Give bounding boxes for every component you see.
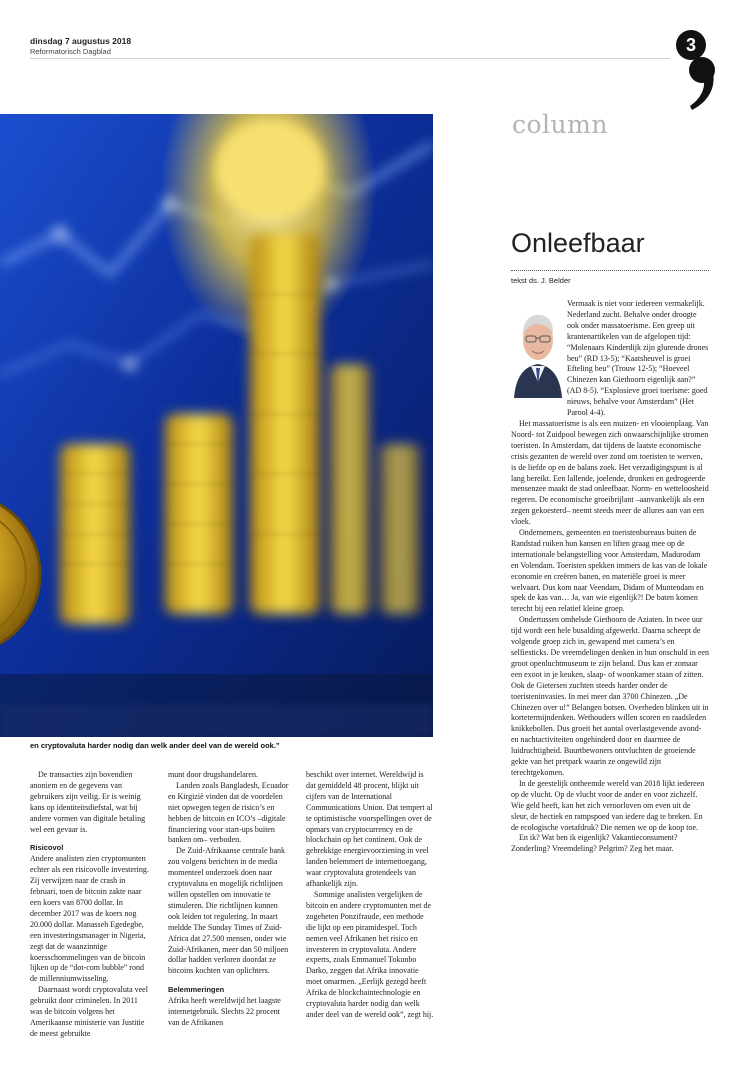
paragraph: De Zuid-Afrikaanse centrale bank zou volgens berichten in de media momenteel onderzoek doen naar cryptovaluta en mogelijk richtlijnen willen opstellen om innovatie te stimuleren. Die richtlijnen kunnen ook leiden tot regulering. In maart meldde The Sunday Times of Zuid-Africa dat 27.500 mensen, onder wie Zuid-Afrikanen, meer dan 50 miljoen dollar hadden verloren doordat ze bitcoins kochten van oplichters.	[168, 846, 289, 976]
dotted-rule	[511, 270, 709, 271]
column-body	[511, 299, 709, 855]
page-number-badge: 3	[676, 30, 706, 60]
text-run: voordelen niet opwegen tegen de risico’s en hebben de bitcoin en ICO’s –digitale financiering voor start-ups buiten banken om– verboden.	[168, 791, 286, 845]
paragraph: Sommige analisten vergelijken de bitcoin en andere cryptomunten met de zogeheten Ponzifraude, een methode die lijkt op een piramidespel. Toch nemen veel Afrikanen het risico en investeren in cryptovaluta. Andere experts, zoals Emmanuel Tokunbo Darko, zeggen dat Afrika innovatie moet omarmen. „Eerlijk gezegd heeft Afrika de blockchaintechnologie en cryptovaluta harder nodig dan welk ander deel van de wereld ook”, zegt hij.	[306, 889, 434, 1019]
column-paragraph: En ik? Wat ben ik eigenlijk? Vakantieconsument? Zonderling? Vreemdeling? Pelgrim? Zeg het maar.	[511, 833, 678, 854]
paragraph: munt door drugshandelaren.	[168, 770, 258, 779]
photo-caption: en cryptovaluta harder nodig dan welk ander deel van de wereld ook.”	[30, 741, 280, 750]
subheading: Belemmeringen	[168, 985, 225, 995]
bitcoin-coins-photo	[0, 114, 433, 737]
column-paragraph: Het massatoerisme is als een muizen- en vlooienplaag. Van Noord- tot Zuidpool bewegen zich onwaarschijnlijke stromen toeristen. In Amsterdam, dat tijdens de laatste economische crisis gezanten de wereld over zond om toeristen te werven, is de liefde op en de balans zoek. Het verzadigingspunt is al lang bereikt. Een lallende, joelende, dronken en gedrogeerde mensenzee maakt de stad onleefbaar. Norm- en wetteloosheid regeren. De economische groeibrijlant –aanvankelijk als een zegen gekoesterd– neemt steeds meer de allures aan van een vloek.	[511, 418, 709, 527]
column-kicker: column	[512, 110, 608, 139]
subheading: Risicovol	[30, 843, 64, 853]
paragraph: Afrika heeft wereldwijd het laagste internetgebruik. Slechts 22 procent van de Afrikanen	[168, 996, 281, 1027]
newspaper-name: Reformatorisch Dagblad	[30, 47, 111, 56]
column-title: Onleefbaar	[511, 228, 645, 258]
edition-date: dinsdag 7 augustus 2018	[30, 36, 132, 46]
header-rule	[30, 58, 670, 59]
paragraph: Andere analisten zien cryptomunten echter als een risicovolle investering. Zij verwijzen naar de crash in februari, toen de bitcoin zakte naar een koers van 8700 dollar. In december 2017 was de koers nog 20.000 dollar. Manasseh Egedegbe, een investeringsmanager in Nigeria, zegt dat de waanzinnige koersschommelingen van de bitcoin lijken op de “dot-com bubble” rond de millenniumwisseling.	[30, 854, 149, 984]
text-run: Landen zoals Bangladesh, Ecuador en Kirgizië vinden dat de	[168, 780, 289, 801]
article-column-3	[306, 770, 434, 1021]
comma-logo-icon	[680, 52, 720, 112]
byline: tekst ds. J. Belder	[511, 276, 571, 285]
paragraph: Daarnaast wordt cryptovaluta veel gebruikt door criminelen. In 2011 was de bitcoin volgens het Amerikaanse ministerie van Justitie de meest gebruikte	[30, 985, 148, 1038]
paragraph: beschikt over internet. Wereldwijd is dat gemiddeld 48 procent, blijkt uit cijfers van de International Communications Union. Dat tempert al te optimistische voorspellingen over de opmars van cryptocurrency en de blockchain op het continent. Ook de gebrekkige energievoorziening in veel landen belemmert de internettoegang, waar cryptovaluta grotendeels van afhankelijk zijn.	[306, 770, 433, 889]
column-paragraph: Ondertussen omhelsde Giethoorn de Aziaten. In twee uur tijd wordt een hele busalding afgewerkt. Daarna scheept de volgende groep zich in, gewapend met camera’s en selfiesticks. De vreemdelingen denken in hun onschuld in een groot openluchtmuseum te zijn beland. Dus kan er zomaar een exoot in je keuken, slaap- of woonkamer staan of zitten. Ook de Gietersen zuchten steeds harder onder de toeristeninvasies. In mei meer dan 3700 Chinezen. „De Chinezen over u!” Belangen botsen. Overheden blinken uit in kortetermijndenken. Wethouders willen scoren en raadsleden knikkebollen. Dus groeit het aantal overlastgevende avond- en nachtactiviteiten ongehinderd door en daarmee de luidruchtigheid. Buurtbewoners ontvluchten de groeiende gekte van het pretpark waarin ze ongewild zijn terechtgekomen.	[511, 615, 709, 777]
paragraph: De transacties zijn bovendien anoniem en de gegevens van gebruikers zijn veilig. Er is weinig kans op identiteitsdiefstal, wat bij andere vormen van digitale betaling wel een gevaar is.	[30, 770, 146, 834]
column-paragraph: Ondernemers, gemeenten en toeristenbureaus buiten de Randstad ruiken hun kansen en liften graag mee op de internationale belangstelling voor Amsterdam, Madurodam en Volendam. Toeristen spekken immers de kas van de lokale economie en creëren banen, en materiële groei is meer welvaart. Dus kom naar Veendam, Didam of Muntendam en spek de kas van… Ja, van wie eigenlijk?! De baten komen terecht bij een relatief kleine groep.	[511, 528, 708, 614]
article-column-1	[30, 770, 152, 1040]
column-paragraph: Vermaak is niet voor iedereen vermakelijk. Nederland zucht. Behalve onder droogte ook onder massatoerisme. Een greep uit krantenartikelen van de afgelopen tijd: “Molenaars Kinderdijk zijn glurende drones beu” (RD 13-5); “Kaatsheuvel is groei Efteling beu” (Trouw 12-5); “Hoeveel Chinezen kan Giethoorn eigenlijk aan?” (AD 8-5). “Explosieve groei toerisme: goed nieuws, behalve voor Amsterdam” (Het Parool 4-4).	[567, 299, 709, 418]
paragraph	[168, 781, 290, 846]
article-column-2	[168, 770, 290, 1029]
column-paragraph: In de geestelijk ontheemde wereld van 2018 lijkt iedereen op de vlucht. Op de vlucht voor de ander en voor zichzelf. Wie geld heeft, kan het zich veroorloven om even uit de sleur, de hectiek en rampspoed van iedere dag te breken. En de ecologische voetafdruk? Die nemen we op de koop toe.	[511, 778, 705, 832]
